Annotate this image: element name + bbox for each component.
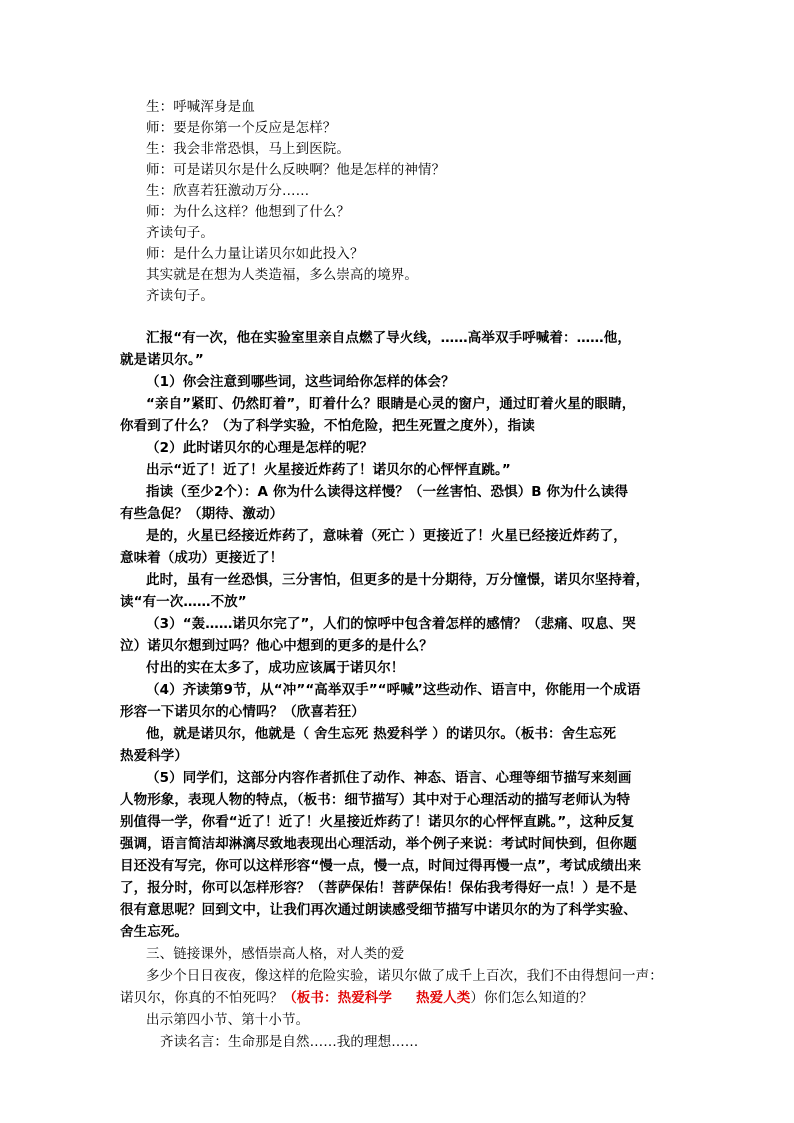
text-line: 强调，语言简洁却淋漓尽致地表现出心理活动，举个例子来说：考试时间快到，但你题 (120, 836, 637, 852)
text-line: 泣）诺贝尔想到过吗？他心中想到的更多的是什么？ (120, 638, 433, 654)
text-line: 人物形象，表现人物的特点，（板书：细节描写）其中对于心理活动的描写老师认为特 (120, 792, 631, 808)
text-line: 有些急促？（期待、激动） (120, 506, 284, 522)
text-line: 热爱科学） (120, 748, 188, 764)
text-line: （3）“轰……诺贝尔完了”，人们的惊呼中包含着怎样的感情？（悲痛、叹息、哭 (146, 616, 636, 632)
text-line: “亲自”紧盯、仍然盯着”，盯着什么？眼睛是心灵的窗户，通过盯着火星的眼睛， (146, 396, 636, 412)
text-line: 意味着（成功）更接近了！ (120, 550, 284, 566)
text-line: （2）此时诺贝尔的心理是怎样的呢？ (146, 440, 374, 456)
text-line: 指读（至少2个）：A 你为什么读得这样慢？（一丝害怕、恐惧）B 你为什么读得 (146, 484, 629, 500)
text-line: 是的，火星已经接近炸药了，意味着（死亡 ）更接近了！火星已经接近炸药了， (146, 528, 627, 544)
text-line: 出示第四小节、第十小节。 (146, 1012, 310, 1028)
text-line: 他，就是诺贝尔，他就是（ 舍生忘死 热爱科学 ）的诺贝尔。（板书：舍生忘死 (146, 726, 617, 742)
text-line: 你看到了什么？（为了科学实验，不怕危险，把生死置之度外），指读 (120, 418, 535, 434)
text-line: 齐读句子。 (146, 288, 214, 304)
text-line: 汇报“有一次，他在实验室里亲自点燃了导火线，……高举双手呼喊着：……他， (146, 330, 631, 346)
text-line: （5）同学们，这部分内容作者抓住了动作、神态、语言、心理等细节描写来刻画 (146, 770, 632, 786)
text-line: 很有意思呢？回到文中，让我们再次通过朗读感受细节描写中诺贝尔的为了科学实验、 (120, 902, 637, 918)
text-line (120, 988, 593, 1008)
text-line: 生：我会非常恐惧，马上到医院。 (146, 141, 350, 157)
text-line: 出示“近了！近了！火星接近炸药了！诺贝尔的心怦怦直跳。” (146, 462, 511, 478)
board-note-red: （板书：热爱科学 热爱人类 (283, 990, 471, 1006)
text-line: 师：为什么这样？他想到了什么？ (146, 204, 350, 220)
text-line: 形容一下诺贝尔的心情吗？（欣喜若狂） (120, 704, 365, 720)
text-line: 目还没有写完，你可以这样形容“慢一点，慢一点，时间过得再慢一点”，考试成绩出来 (120, 858, 642, 874)
text-line: 齐读名言：生命那是自然……我的理想…… (160, 1034, 419, 1050)
text-run: 诺贝尔，你真的不怕死吗？ (120, 990, 284, 1006)
text-line: 读“有一次……不放” (120, 594, 247, 610)
text-line: （4）齐读第9节，从“冲”“高举双手”“呼喊”这些动作、语言中，你能用一个成语 (146, 682, 641, 698)
text-line: 其实就是在想为人类造福，多么崇高的境界。 (146, 267, 418, 283)
text-line: 付出的实在太多了，成功应该属于诺贝尔！ (146, 660, 405, 676)
text-line: 师：是什么力量让诺贝尔如此投入？ (146, 246, 364, 262)
text-line: （1）你会注意到哪些词，这些词给你怎样的体会？ (146, 374, 455, 390)
text-line: 舍生忘死。 (120, 924, 188, 940)
text-line: 师：要是你第一个反应是怎样？ (146, 120, 337, 136)
text-line: 此时，虽有一丝恐惧，三分害怕，但更多的是十分期待，万分憧憬，诺贝尔坚持着， (146, 572, 650, 588)
text-line: 多少个日日夜夜，像这样的危险实验，诺贝尔做了成千上百次，我们不由得想问一声： (146, 968, 663, 984)
text-line: 别值得一学，你看“近了！近了！火星接近炸药了！诺贝尔的心怦怦直跳。”，这种反复 (120, 814, 635, 830)
text-line: 生：呼喊浑身是血 (146, 99, 255, 115)
text-line: 师：可是诺贝尔是什么反映啊？他是怎样的神情？ (146, 162, 446, 178)
text-line: 了，报分时，你可以怎样形容？（菩萨保佑！菩萨保佑！保佑我考得好一点！）是不是 (120, 880, 637, 896)
text-line: 生：欣喜若狂激动万分…… (146, 183, 310, 199)
text-run: ）你们怎么知道的？ (470, 990, 593, 1006)
text-line: 就是诺贝尔。” (120, 352, 204, 368)
section-heading: 三、链接课外，感悟崇高人格，对人类的爱 (146, 946, 405, 962)
text-line: 齐读句子。 (146, 225, 214, 241)
